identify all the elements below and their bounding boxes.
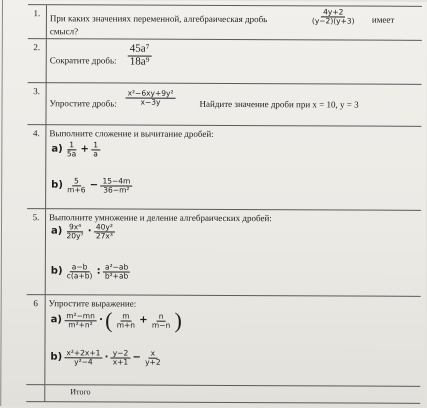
task-number: 6 [26,295,45,385]
fraction: $\frac{4y+2}{(y-2)(y+3)}$ [311,7,355,26]
task-text-after-line2: смысл? [49,26,79,37]
task-number: 3. [27,83,46,125]
left-paren: ( [105,307,113,333]
task-row-3 [27,82,421,127]
task-row-6 [26,294,420,387]
task-number: 1. [28,5,47,39]
fraction: $\frac{\text{x²−6xy+9y²}}{x-3y}$ [126,90,176,107]
subtask-b: b) $\frac{a-b}{c(a+b)}$ : $\frac{\text{a²−ab}}{\text{b²+ab}}$ [50,262,129,281]
fraction: $\frac{\text{45a⁷}}{\text{18a⁹}}$ [129,42,150,68]
task-row-2 [28,38,422,85]
task-text: При каких значениях переменной, алгебраическая дробь [49,13,268,25]
task-text-after: Найдите значение дроби при x = 10, y = 3 [199,98,359,110]
total-label: Итого [70,387,91,397]
right-paren: ) [174,307,182,333]
task-number: 2. [28,39,47,83]
task-title: Выполните умножение и деление алгебраических дробей: [49,212,272,224]
subtask-b: b) $\frac{\text{x²+2x+1}}{\text{y²−4}}$ · $\frac{y-2}{x+1}$ − $\frac{x}{y+2}$ [50,348,161,367]
subtask-a: a) $\frac{1}{5a}$ + $\frac{1}{a}$ [51,140,99,159]
subtask-a: a) $\frac{\text{9x⁴}}{\text{20y⁷}}$ · $\frac{\text{40y²}}{\text{27x³}}$ [50,222,113,241]
task-row-1 [28,4,422,41]
task-text: Сократите дробь: [49,55,117,66]
subtask-b: b) $\frac{5}{m+6}$ − $\frac{15-4m}{\text{36−m²}}$ [51,176,131,195]
task-text-after: имеет [371,14,395,25]
task-number: 5. [27,209,46,295]
task-number: 4. [27,125,46,209]
total-row [26,384,420,404]
task-row-5 [27,208,421,297]
task-title: Выполните сложение и вычитание дробей: [49,128,214,139]
task-text: Упростите дробь: [49,98,117,109]
task-row-4 [27,124,421,211]
task-title: Упростите выражение: [48,298,137,309]
subtask-a: a) $\frac{\text{m²−mn}}{\text{m²+n²}}$ · ( $\frac{m}{m+n}$ + $\frac{n}{m-n}$ ) [50,307,182,333]
page-left-line [0,0,3,406]
